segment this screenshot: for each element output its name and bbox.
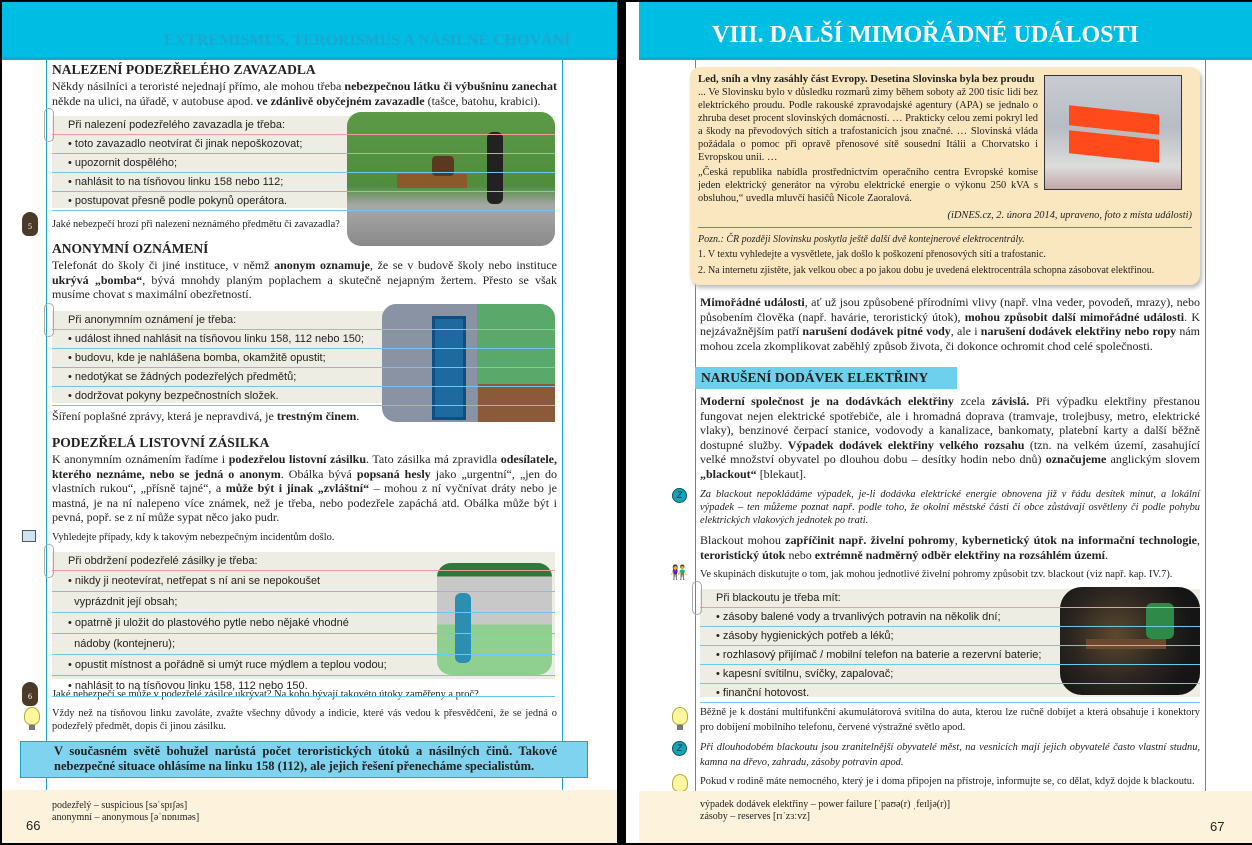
paperclip-icon xyxy=(44,544,54,578)
bold-text: mohou způsobit další mimořádné události xyxy=(964,309,1185,324)
group-discussion-icon: 👫 xyxy=(670,566,688,581)
owl-question-icon: 5 xyxy=(22,212,38,236)
computer-icon xyxy=(22,530,36,542)
text: . K nejzávažnějším patří xyxy=(700,309,1200,338)
checklist-item: vyprázdnit její obsah; xyxy=(52,592,555,613)
margin-rule xyxy=(1205,60,1206,792)
text: . Obálka bývá xyxy=(280,466,357,481)
generator-photo xyxy=(1044,75,1182,190)
margin-rule xyxy=(562,60,563,792)
checklist-item: • nahlásit to na tísňovou linku 158, 112 nebo 150. xyxy=(52,676,555,697)
text: Blackout mohou xyxy=(700,533,786,547)
bold-text: ve zdánlivě obyčejném zavazadle xyxy=(256,93,425,108)
bold-text: extrémně nadměrný odběr elektřiny na rozsáhlém území xyxy=(814,547,1105,562)
checklist-box xyxy=(52,311,555,403)
lightbulb-icon xyxy=(24,707,40,725)
checklist-item: • nikdy ji neotevírat, netřepat s ní ani se nepokoušet xyxy=(52,571,555,592)
paragraph xyxy=(52,452,557,525)
section-heading: ANONYMNÍ OZNÁMENÍ xyxy=(52,241,209,256)
news-title: Led, sníh a vlny zasáhly část Evropy. Desetina Slovinska byla bez proudu xyxy=(698,73,1035,85)
text: Šíření poplašné zprávy, která je nepravdivá, je xyxy=(52,408,277,423)
bold-text: narušení dodávek elektřiny nebo ropy xyxy=(980,324,1177,338)
note xyxy=(52,409,372,424)
tip: Běžně je k dostání multifunkční akumulátorová svítilna do auta, kterou lze ručně dobíjet a která obsahuje i konektory pro dobíjení mobilního telefonu, červené výstražné světlo apod. xyxy=(700,707,1200,733)
news-quote: „Česká republika nabídla prostřednictvím operačního centra Evropské komise jeden elektrický generátor na výrobu elektrické energie o výkonu 250 kVA s obsluhou,“ uvedla mluvčí hasičů Nicole Zaoralová. xyxy=(698,167,1038,204)
z-info-icon: Z xyxy=(672,741,687,756)
checklist-title: Při nalezení podezřelého zavazadla je třeba: xyxy=(52,116,555,135)
vocabulary xyxy=(700,799,950,823)
chapter-header xyxy=(639,2,1252,60)
info-note: Při dlouhodobém blackoutu jsou zranitelnější obyvatelé měst, na vesnicích mají jejich obyvatelé často vlastní studnu, kamna na dřevo, zahradu, zásoby potravin apod. xyxy=(700,742,1200,768)
bold-text: Výpadek dodávek elektřiny velkého rozsahu xyxy=(787,437,1025,452)
bold-text: podezřelou listovní zásilku xyxy=(228,452,367,466)
owl-question-icon: 6 xyxy=(22,682,38,706)
checklist-item: • zásoby balené vody a trvanlivých potravin na několik dní; xyxy=(700,608,1200,627)
margin-rule xyxy=(46,60,47,792)
checklist-item: • zásoby hygienických potřeb a léků; xyxy=(700,627,1200,646)
lightbulb-icon xyxy=(672,774,688,792)
task-row xyxy=(52,531,557,544)
tip-row xyxy=(52,707,557,733)
vocab-item: zásoby – reserves [rɪˈzɜːvz] xyxy=(700,811,810,822)
text: [blekaut]. xyxy=(756,466,806,481)
vocab-item: výpadek dodávek elektřiny – power failure [ˈpaʊə(r) ˌfeɪljə(r)] xyxy=(700,799,951,810)
bold-text: může být i jinak „zvláštní“ xyxy=(225,481,370,495)
z-info-icon: Z xyxy=(672,488,687,503)
paragraph xyxy=(52,79,557,108)
section-heading: PODEZŘELÁ LISTOVNÍ ZÁSILKA xyxy=(52,435,270,450)
checklist-item: • kapesní svítilnu, svíčky, zapalovač; xyxy=(700,665,1200,684)
text: zcela xyxy=(953,394,992,408)
tip-row xyxy=(700,775,1200,788)
info-note-row xyxy=(676,740,1200,770)
text: . xyxy=(356,408,360,423)
text: Někdy násilníci a teroristé nejednají přímo, ale mohou třeba xyxy=(52,79,345,93)
paragraph xyxy=(700,394,1200,481)
info-note-row xyxy=(676,488,1200,527)
checklist-box xyxy=(52,116,555,208)
group-task-row xyxy=(670,566,1200,581)
question-row xyxy=(28,218,342,231)
text: , xyxy=(954,533,962,547)
checklist-title: Při anonymním oznámení je třeba: xyxy=(52,311,555,330)
text: (tzn. na velkém území, zasahující velké množství obyvatel po dlouhou dobu – desítky hodin nebo dnů) xyxy=(700,437,1201,466)
paragraph xyxy=(52,258,557,302)
paperclip-icon xyxy=(44,108,54,142)
left-content xyxy=(28,62,558,778)
bold-text: nebezpečnou látku či výbušninu zanechat xyxy=(344,79,557,93)
news-body: ... Ve Slovinsku bylo v důsledku rozmarů zimy během soboty až 200 tisíc lidí bez elektrického proudu. Podle rakouské zpravodajské agentury (APA) se jednalo o zhruba deset procent slovinských domácností. … Prakticky celou zemi pokryl led a škody na převodových sítích a trafostanicích jsou značné. … Slovinská vláda požádala o pomoc při opravě přenosové sítě sousední Itálii a Chorvatsko i Evropskou unii. … xyxy=(698,87,1038,163)
bold-text: kybernetický útok na informační technologie xyxy=(961,533,1198,547)
news-box xyxy=(690,67,1200,285)
bold-text: anonym oznamuje xyxy=(274,258,370,272)
text: , ať už jsou způsobené přírodními vlivy (např. vlna veder, povodeň, mrazy), nebo působením člověka (např. havárie, teroristický útok), xyxy=(700,295,1200,324)
text: . Tato zásilka má zpravidla xyxy=(366,452,501,466)
paperclip-icon xyxy=(44,303,54,337)
text: , bývá mnohdy planým poplachem a skutečně nejapným žertem. Přesto se však musíme chovat s maximální obezřetností. xyxy=(52,272,557,301)
bold-text: Moderní společnost je na dodávkách elektřiny xyxy=(700,394,954,408)
paperclip-icon xyxy=(692,581,702,615)
checklist-item: • opatrně ji uložit do plastového pytle nebo nějaké vhodné xyxy=(52,613,555,634)
question: Jaké nebezpečí hrozí při nalezení neznámého předmětu či zavazadla? xyxy=(52,219,340,230)
text: někde na ulici, na úřadě, v autobuse apod. xyxy=(52,93,257,108)
bold-text: trestným činem xyxy=(276,408,357,423)
news-task: 1. V textu vyhledejte a vysvětlete, jak došlo k poškození přenosových sítí a trafostanic. xyxy=(698,249,1046,260)
checklist-item: • toto zavazadlo neotvírat či jinak nepoškozovat; xyxy=(52,135,555,154)
bold-text: označujeme xyxy=(1045,452,1107,466)
footer xyxy=(639,791,1252,843)
text: Telefonát do školy či jiné instituce, v němž xyxy=(52,258,275,272)
bold-text: narušení dodávek pitné vody xyxy=(802,324,951,338)
checklist-box xyxy=(700,589,1200,697)
text: , že se v budově školy nebo instituce xyxy=(369,258,557,272)
bold-text: „blackout“ xyxy=(700,466,757,481)
divider xyxy=(698,227,1192,228)
bold-text: závislá. xyxy=(991,394,1030,408)
chapter-title: VIII. DALŠÍ MIMOŘÁDNÉ UDÁLOSTI xyxy=(712,22,1139,48)
running-title: EXTREMISMUS, TERORISMUS A NÁSILNÉ CHOVÁNÍ xyxy=(164,32,571,49)
checklist-item: nádoby (kontejneru); xyxy=(52,634,555,655)
vocabulary xyxy=(52,800,199,824)
intro-paragraph xyxy=(700,295,1200,353)
text: jako „urgentní“, „jen do vlastních rukou“, „přísně tajné“, a xyxy=(52,466,558,495)
text: (tašce, batohu, krabici). xyxy=(424,93,541,108)
vocab-item: podezřelý – suspicious [səˈspɪʃəs] xyxy=(52,800,188,811)
bold-text: odesílatele, kterého neznáme, nebo se jedná o anonym xyxy=(52,452,558,481)
group-task: Ve skupinách diskutujte o tom, jak mohou jednotlivé živelní pohromy způsobit tzv. blackout (viz např. kap. IV.7). xyxy=(700,569,1173,580)
news-note: Pozn.: ČR později Slovinsku poskytla ještě další dvě kontejnerové elektrocentrály. xyxy=(698,234,1025,245)
checklist-item: • postupovat přesně podle pokynů operátora. xyxy=(52,192,555,211)
checklist-item: • budovu, kde je nahlášena bomba, okamžitě opustit; xyxy=(52,349,555,368)
checklist-title: Při blackoutu je třeba mít: xyxy=(700,589,1200,608)
checklist-box xyxy=(52,552,555,692)
paragraph xyxy=(700,533,1200,562)
right-page xyxy=(626,2,1252,843)
section-heading: NALEZENÍ PODEZŘELÉHO ZAVAZADLA xyxy=(52,62,316,77)
checklist-item: • finanční hotovost. xyxy=(700,684,1200,703)
page-number: 67 xyxy=(1210,819,1225,834)
chapter-header xyxy=(2,2,617,60)
tip: Vždy než na tísňovou linku zavoláte, zvažte všechny důvody a indicie, které vás vedou k přesvědčení, že se jedná o podezřelý předmět, dopis či jinou zásilku. xyxy=(52,707,557,732)
text: , ale i xyxy=(950,324,981,338)
info-note: Za blackout nepokládáme výpadek, je-li dodávka elektrické energie obnovena již v řádu desítek minut, a lokální výpadek – ten můžeme poznat např. podle toho, že okolní městské části či obce zůstávají osvětleny či podle pohybu elektrických vlakových jednotek po trati. xyxy=(700,489,1200,526)
checklist-item: • upozornit dospělého; xyxy=(52,154,555,173)
checklist-item: • opustit místnost a pořádně si umýt ruce mýdlem a teplou vodou; xyxy=(52,655,555,676)
checklist-item: • nahlásit to na tísňovou linku 158 nebo 112; xyxy=(52,173,555,192)
text: – mohou z ní vyčnívat dráty nebo je mastná, je na ní nalepeno více známek, než je třeba, nebo podezřele zapáchá atd. Obálka může být i pevná, popř. se z ní může sypat něco jako pudr. xyxy=(52,481,557,524)
vocab-item: anonymní – anonymous [əˈnɒnɪməs] xyxy=(52,812,200,823)
tip: Pokud v rodině máte nemocného, který je i doma připojen na přístroje, informujte se, co dělat, když dojde k blackoutu. xyxy=(700,776,1195,787)
task: Vyhledejte případy, kdy k takovým nebezpečným incidentům došlo. xyxy=(52,531,335,543)
question: Jaké nebezpečí se může v podezřelé zásilce ukrývat? Na koho bývají takovéto útoky zaměřeny a proč? xyxy=(52,688,479,700)
checklist-title: Při obdržení podezřelé zásilky je třeba: xyxy=(52,552,555,571)
section-heading: NARUŠENÍ DODÁVEK ELEKTŘINY xyxy=(695,367,957,389)
text: , xyxy=(1197,533,1201,547)
news-source: (iDNES.cz, 2. února 2014, upraveno, foto z místa události) xyxy=(947,210,1192,221)
text: nebo xyxy=(785,547,815,562)
left-page xyxy=(2,2,617,843)
footer xyxy=(2,790,617,843)
checklist-item: • událost ihned nahlásit na tísňovou linku 158, 112 nebo 150; xyxy=(52,330,555,349)
text: . xyxy=(1104,547,1108,562)
bold-text: Mimořádné události xyxy=(700,295,805,309)
page-number: 66 xyxy=(26,818,41,833)
checklist-item: • nedotýkat se žádných podezřelých předmětů; xyxy=(52,368,555,387)
text: anglickým slovem xyxy=(1106,452,1200,466)
tip-row xyxy=(700,705,1200,735)
highlight-box: V současném světě bohužel narůstá počet teroristických útoků a násilných činů. Takové nebezpečné situace ohlásíme na linku 158 (112), ale jejich řešení přenecháme specialistům. xyxy=(20,741,588,778)
bold-text: popsaná hesly xyxy=(356,466,431,481)
text: nám mohou zcela zkomplikovat zaběhlý způsob života, či dokonce ochromit chod celé společnosti. xyxy=(700,324,1201,353)
checklist-item: • rozhlasový přijímač / mobilní telefon na baterie a rezervní baterie; xyxy=(700,646,1200,665)
bold-text: teroristický útok xyxy=(700,547,786,562)
text: K anonymním oznámením řadíme i xyxy=(52,452,229,466)
checklist-item: • dodržovat pokyny bezpečnostních složek. xyxy=(52,387,555,406)
right-content xyxy=(670,67,1201,788)
bold-text: ukrývá „bomba“ xyxy=(52,272,143,287)
bold-text: zapříčinit např. živelní pohromy xyxy=(785,533,955,547)
lightbulb-icon xyxy=(672,707,688,725)
text: Při výpadku elektřiny přestanou fungovat nejen elektrické spotřebiče, ale i hromadná doprava (tramvaje, trolejbusy, metro, elektrické vlaky), benzinové čerpací stanice, vodovody a kanalizace, bankomaty, platební karty a další běžně dostupné služby. xyxy=(700,394,1201,452)
news-task: 2. Na internetu zjistěte, jak velkou obec a po jakou dobu je uvedená elektrocentrála schopna zásobovat elektřinou. xyxy=(698,265,1155,276)
